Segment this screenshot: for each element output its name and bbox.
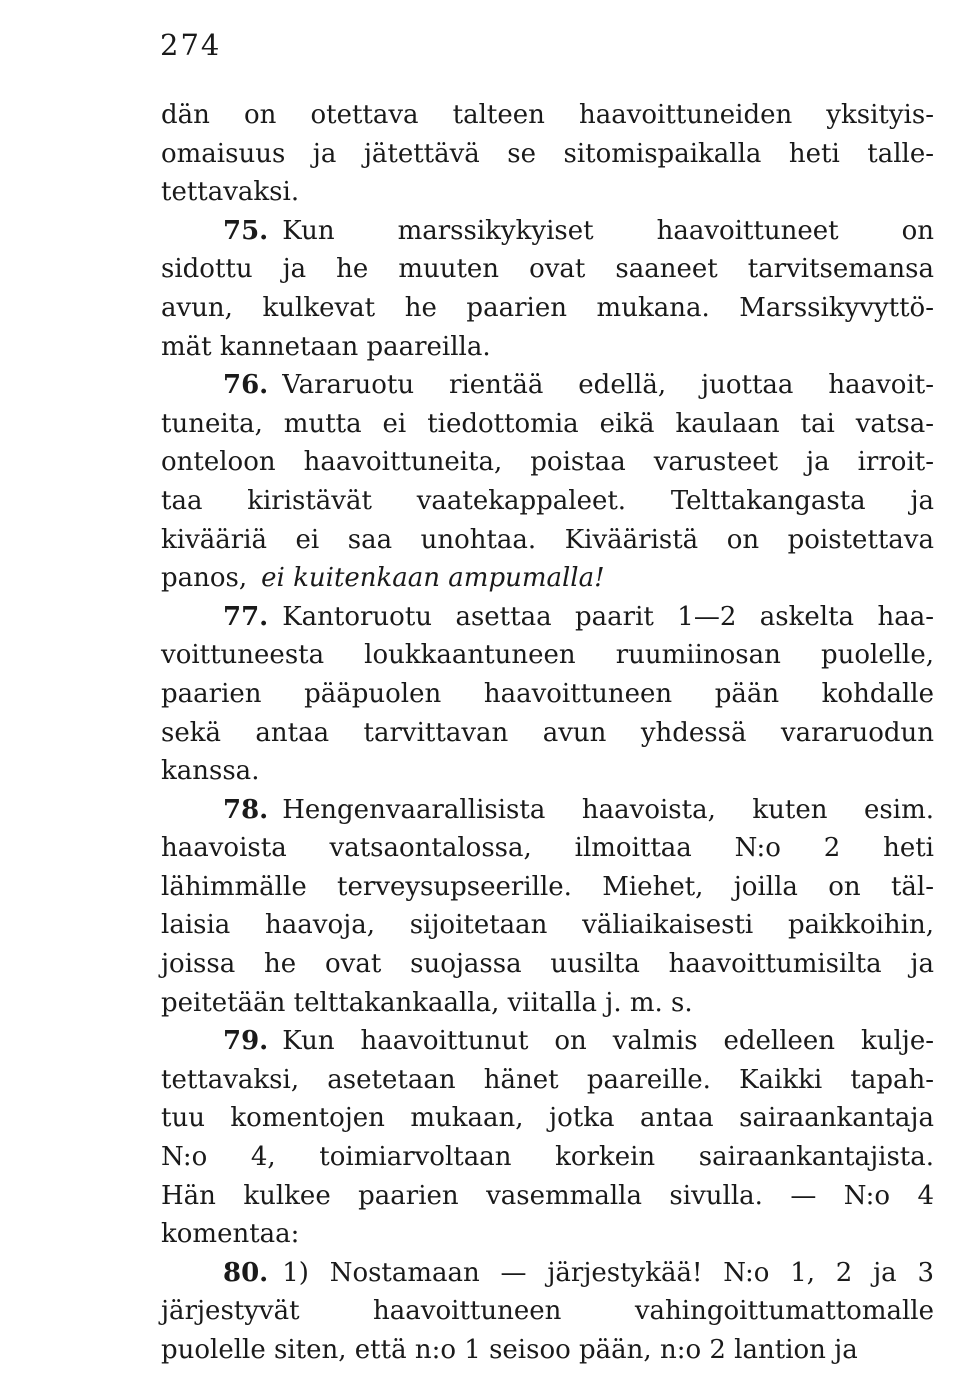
text-line: sekä antaa tarvittavan avun yhdessä vararuodun [161, 717, 934, 748]
text-line: Kun marssikykyiset haavoittuneet on [282, 215, 934, 246]
text-line: järjestyvät haavoittuneen vahingoittumattomalle [161, 1296, 934, 1327]
text-line: N:o 4, toimiarvoltaan korkein sairaankantajista. [161, 1142, 934, 1173]
text-line: joissa he ovat suojassa uusilta haavoittumisilta ja [161, 949, 934, 980]
text-line: dän on otettava talteen haavoittuneiden yksityis- [161, 100, 934, 130]
text-line: mät kannetaan paareilla. [161, 331, 491, 362]
paragraph-number: 78. [223, 794, 269, 825]
text-line: sidottu ja he muuten ovat saaneet tarvitsemansa [161, 254, 934, 285]
emphasis-text: ei kuitenkaan ampumalla! [261, 563, 605, 594]
text-line: tettavaksi. [161, 177, 300, 208]
text-line: Kantoruotu asettaa paarit 1—2 askelta haa- [282, 601, 934, 632]
text-line: paarien pääpuolen haavoittuneen pään kohdalle [161, 678, 934, 709]
page-number: 274 [160, 28, 222, 62]
text-line: lähimmälle terveysupseerille. Miehet, joilla on täl- [161, 871, 934, 902]
paragraph-76 [161, 366, 934, 405]
paragraph-78 [161, 791, 934, 830]
text-line: komentaa: [161, 1219, 300, 1250]
text-line: onteloon haavoittuneita, poistaa varusteet ja irroit- [161, 447, 934, 478]
paragraph-80 [161, 1254, 934, 1293]
paragraph-77 [161, 598, 934, 637]
text-line: avun, kulkevat he paarien mukana. Marssikyvyttö- [161, 292, 934, 323]
text-line [161, 559, 934, 598]
text-line: tuneita, mutta ei tiedottomia eikä kaulaan tai vatsa- [161, 408, 934, 439]
body-text [161, 96, 934, 1370]
text-line: tuu komentojen mukaan, jotka antaa sairaankantaja [161, 1103, 934, 1134]
paragraph-number: 80. [223, 1257, 269, 1288]
text-line: Kun haavoittunut on valmis edelleen kulje- [282, 1026, 934, 1057]
text-line: voittuneesta loukkaantuneen ruumiinosan puolelle, [161, 640, 934, 671]
text-line: puolelle siten, että n:o 1 seisoo pään, n:o 2 lantion ja [161, 1335, 858, 1365]
text-fragment: panos, [161, 563, 248, 594]
text-line: Vararuotu rientää edellä, juottaa haavoit- [282, 370, 934, 401]
paragraph-number: 75. [223, 215, 269, 246]
paragraph-79 [161, 1022, 934, 1061]
paragraph-number: 77. [223, 601, 269, 632]
paragraph-number: 79. [223, 1026, 269, 1057]
text-line: laisia haavoja, sijoitetaan väliaikaisesti paikkoihin, [161, 910, 934, 941]
text-line: haavoista vatsaontalossa, ilmoittaa N:o 2 heti [161, 833, 934, 864]
text-line: Hän kulkee paarien vasemmalla sivulla. — N:o 4 [161, 1180, 934, 1211]
text-line: kanssa. [161, 756, 260, 787]
text-line: tettavaksi, asetetaan hänet paareille. Kaikki tapah- [161, 1064, 934, 1095]
text-line: omaisuus ja jätettävä se sitomispaikalla heti talle- [161, 138, 934, 169]
text-line: peitetään telttakankaalla, viitalla j. m. s. [161, 987, 693, 1018]
text-line: Hengenvaarallisista haavoista, kuten esim. [282, 794, 934, 825]
text-line: kivääriä ei saa unohtaa. Kivääristä on poistettava [161, 524, 934, 555]
text-line: 1) Nostamaan — järjestykää! N:o 1, 2 ja 3 [282, 1257, 934, 1288]
text-line: taa kiristävät vaatekappaleet. Telttakangasta ja [161, 485, 934, 516]
paragraph-75 [161, 212, 934, 251]
paragraph-number: 76. [223, 370, 269, 401]
